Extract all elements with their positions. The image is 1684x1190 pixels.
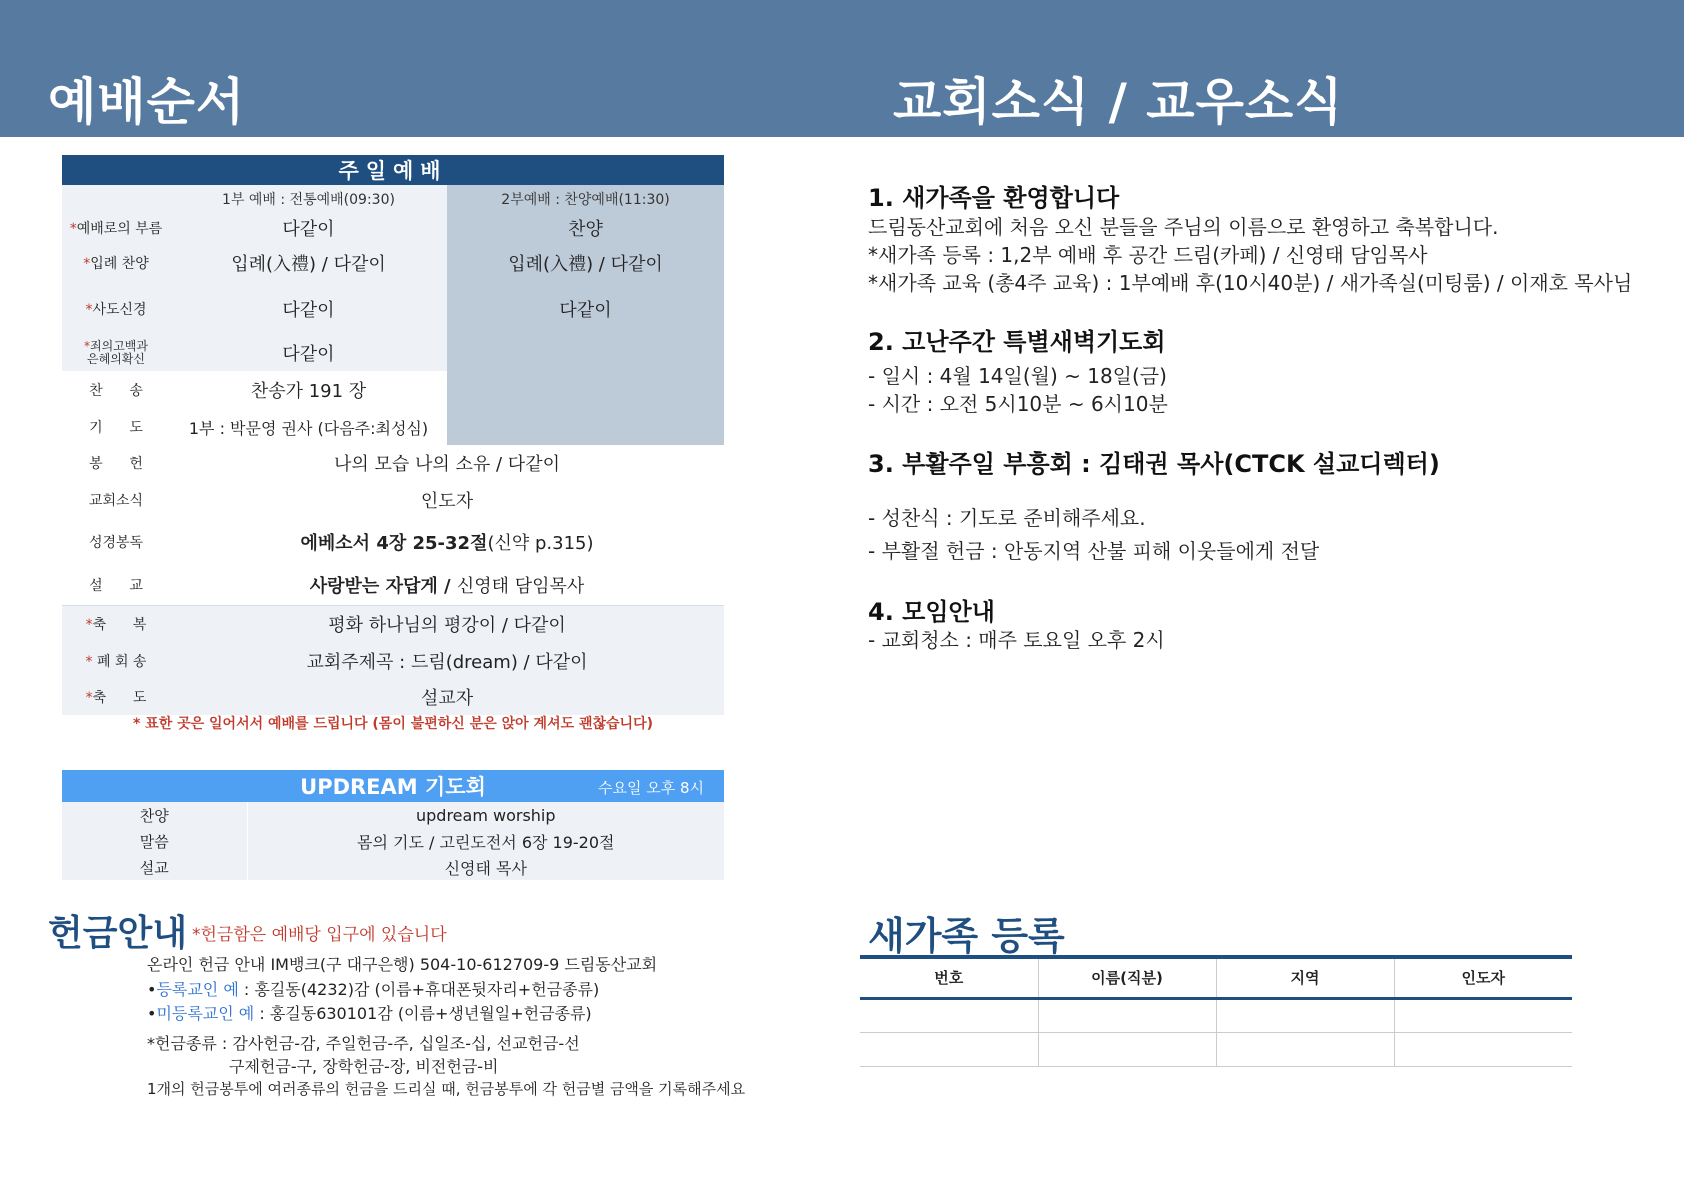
updream-row-value: updream worship [247, 802, 724, 828]
row-label: 기 도 [62, 409, 170, 445]
updream-row-label: 설교 [62, 854, 247, 880]
registration-cell[interactable] [1038, 1032, 1216, 1066]
row-value-first: 입례(入禮) / 다같이 [170, 243, 447, 283]
registration-cell[interactable] [1038, 998, 1216, 1032]
row-value: 나의 모습 나의 소유 / 다같이 [170, 445, 724, 481]
row-value-second: 입례(入禮) / 다같이 [447, 243, 724, 283]
standing-notice: * 표한 곳은 일어서서 예배를 드립니다 (몸이 불편하신 분은 앉아 계셔도 괜찮습니다) [132, 716, 654, 732]
row-value-second: 다같이 [447, 283, 724, 335]
row-label: *죄의고백과 은혜의확신 [62, 335, 170, 371]
row-value-second [447, 371, 724, 409]
registration-cell[interactable] [860, 998, 1038, 1032]
registration-table [860, 955, 1572, 1067]
offering-box-note: *헌금함은 예배당 입구에 있습니다 [192, 925, 447, 945]
updream-row-value: 신영태 목사 [247, 854, 724, 880]
news-heading: 2. 고난주간 특별새벽기도회 [868, 328, 1166, 356]
row-value: 사랑받는 자답게 / 신영태 담임목사 [170, 565, 724, 605]
row-value-first: 1부 : 박문영 권사 (다음주:최성심) [170, 409, 447, 445]
column-header: 이름(직분) [1038, 957, 1216, 998]
registration-cell[interactable] [1216, 998, 1394, 1032]
row-value-first: 다같이 [170, 335, 447, 371]
updream-table [62, 770, 724, 880]
offering-types-cont: 구제헌금-구, 장학헌금-장, 비전헌금-비 [229, 1057, 499, 1076]
news-line: - 부활절 헌금 : 안동지역 산불 피해 이웃들에게 전달 [868, 539, 1320, 563]
news-heading: 4. 모임안내 [868, 598, 995, 626]
news-line: - 일시 : 4월 14일(월) ~ 18일(금) [868, 364, 1167, 388]
worship-order-title: 예배순서 [48, 73, 246, 131]
row-label: *축 복 [62, 605, 170, 643]
updream-title: UPDREAM 기도회 [300, 775, 486, 799]
second-service-header: 2부예배 : 찬양예배(11:30) [447, 185, 724, 213]
row-label: 찬 송 [62, 371, 170, 409]
updream-row-value: 몸의 기도 / 고린도전서 6장 19-20절 [247, 828, 724, 854]
registration-cell[interactable] [1216, 1032, 1394, 1066]
header-banner [0, 0, 1684, 137]
service-table-header: 주일예배 [62, 155, 724, 185]
news-line: - 성찬식 : 기도로 준비해주세요. [868, 506, 1146, 530]
registration-cell[interactable] [1394, 998, 1572, 1032]
news-line: *새가족 교육 (총4주 교육) : 1부예배 후(10시40분) / 새가족실(미팅룸) / 이재호 목사님 [868, 271, 1633, 295]
envelope-note: 1개의 헌금봉투에 여러종류의 헌금을 드리실 때, 헌금봉투에 각 헌금별 금액을 기록해주세요 [147, 1080, 746, 1098]
news-line: *새가족 등록 : 1,2부 예배 후 공간 드림(카페) / 신영태 담임목사 [868, 243, 1428, 267]
table-row [860, 998, 1572, 1032]
row-value: 설교자 [170, 679, 724, 715]
column-header: 인도자 [1394, 957, 1572, 998]
row-value: 에베소서 4장 25-32절(신약 p.315) [170, 519, 724, 565]
row-value-first: 찬송가 191 장 [170, 371, 447, 409]
row-value-second [447, 409, 724, 445]
row-label: *입례 찬양 [62, 243, 170, 283]
table-row [860, 1032, 1572, 1066]
news-line: 드림동산교회에 처음 오신 분들을 주님의 이름으로 환영하고 축복합니다. [868, 215, 1499, 239]
updream-row-label: 찬양 [62, 802, 247, 828]
row-label: 성경봉독 [62, 519, 170, 565]
sunday-service-table [62, 155, 724, 715]
offering-types: *헌금종류 : 감사헌금-감, 주일헌금-주, 십일조-십, 선교헌금-선 [147, 1034, 580, 1053]
online-offering-info: 온라인 헌금 안내 IM뱅크(구 대구은행) 504-10-612709-9 드림동산교회 [147, 955, 658, 974]
row-label: * 폐 회 송 [62, 643, 170, 679]
church-news-title: 교회소식 / 교우소식 [893, 73, 1344, 131]
offering-title: 헌금안내 [48, 913, 188, 954]
row-label: 설 교 [62, 565, 170, 605]
updream-header [62, 770, 724, 802]
registration-cell[interactable] [860, 1032, 1038, 1066]
row-value-first: 다같이 [170, 283, 447, 335]
new-family-registration-title: 새가족 등록 [868, 914, 1065, 958]
row-value-first: 다같이 [170, 213, 447, 243]
news-heading: 1. 새가족을 환영합니다 [868, 184, 1120, 212]
row-value-second [447, 335, 724, 371]
first-service-header: 1부 예배 : 전통예배(09:30) [170, 185, 447, 213]
news-line: - 시간 : 오전 5시10분 ~ 6시10분 [868, 392, 1168, 416]
row-value: 교회주제곡 : 드림(dream) / 다같이 [170, 643, 724, 679]
updream-schedule: 수요일 오후 8시 [597, 779, 704, 797]
column-header: 지역 [1216, 957, 1394, 998]
unregistered-example: •미등록교인 예 : 홍길동630101감 (이름+생년월일+헌금종류) [147, 1004, 592, 1023]
news-line: - 교회청소 : 매주 토요일 오후 2시 [868, 628, 1165, 652]
row-value-second: 찬양 [447, 213, 724, 243]
row-label: 봉 헌 [62, 445, 170, 481]
row-label: *축 도 [62, 679, 170, 715]
row-label: *예배로의 부름 [62, 213, 170, 243]
news-heading: 3. 부활주일 부흥회 : 김태권 목사(CTCK 설교디렉터) [868, 450, 1440, 478]
column-header: 번호 [860, 957, 1038, 998]
updream-row-label: 말씀 [62, 828, 247, 854]
registration-cell[interactable] [1394, 1032, 1572, 1066]
row-label: 교회소식 [62, 481, 170, 519]
row-value: 인도자 [170, 481, 724, 519]
row-value: 평화 하나님의 평강이 / 다같이 [170, 605, 724, 643]
registered-example: •등록교인 예 : 홍길동(4232)감 (이름+휴대폰뒷자리+헌금종류) [147, 980, 600, 999]
row-label: *사도신경 [62, 283, 170, 335]
